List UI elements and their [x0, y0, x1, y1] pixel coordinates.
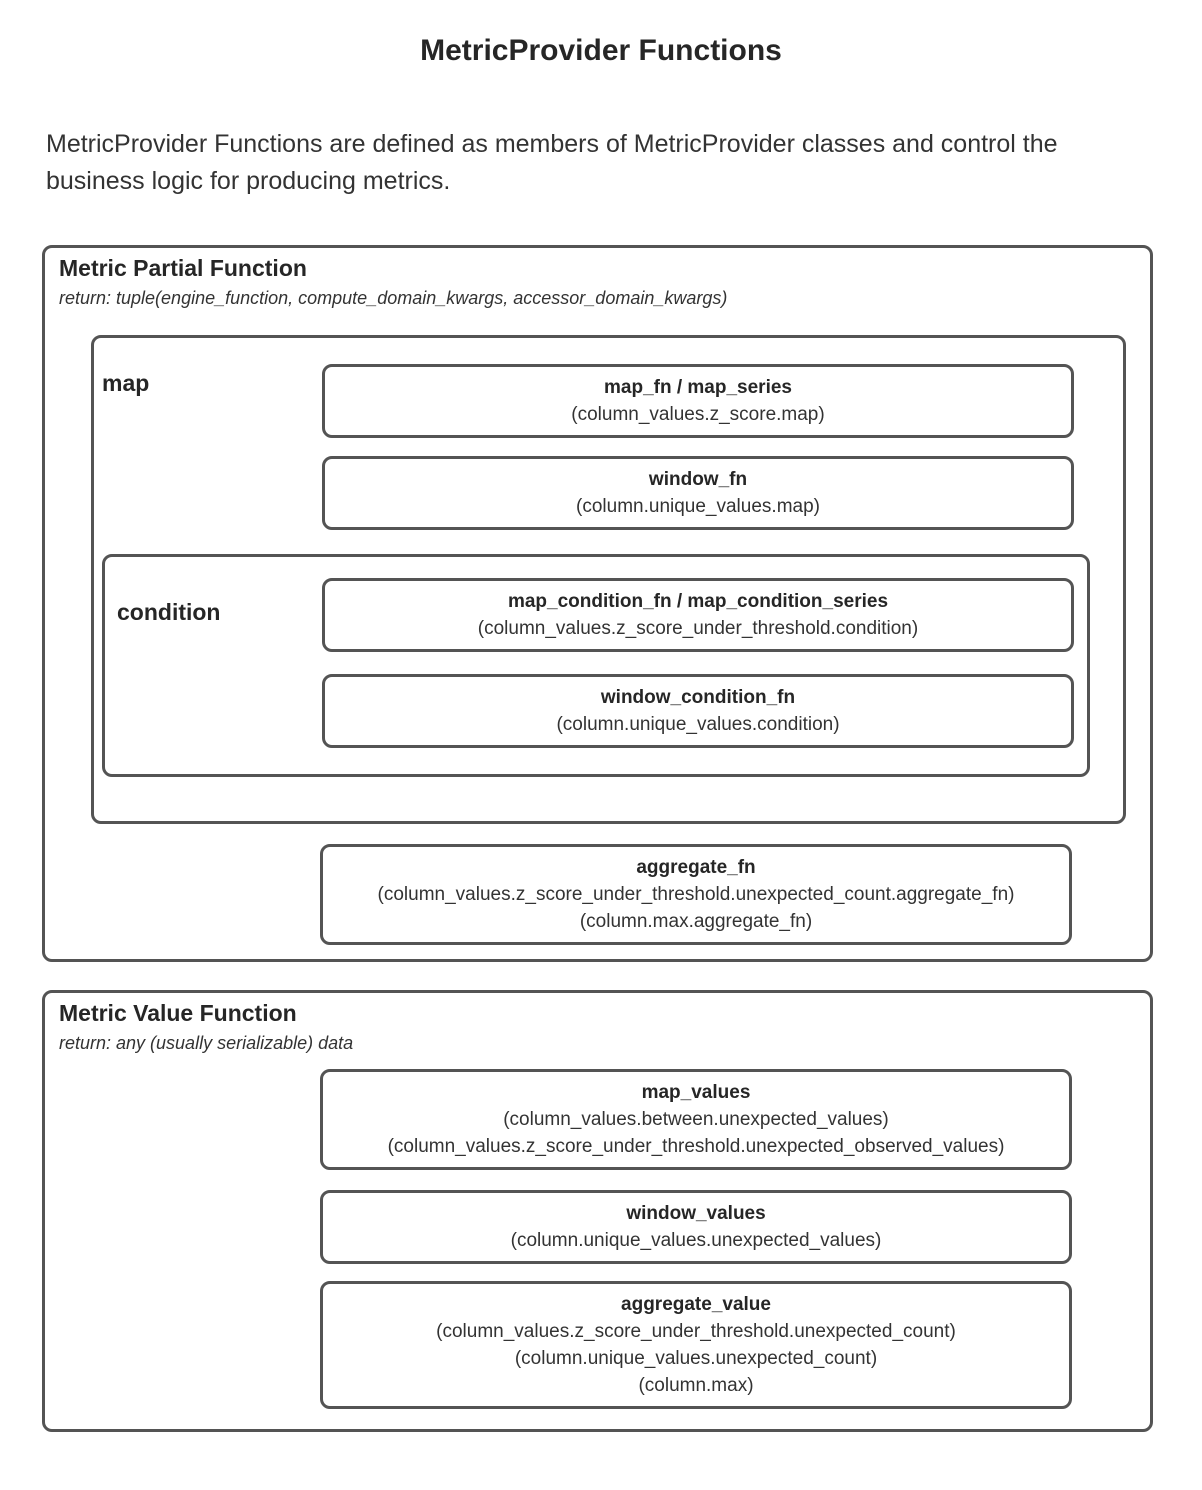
fn-box-metric-path: (column_values.z_score.map): [571, 404, 825, 425]
metric-partial-function-title: Metric Partial Function: [59, 255, 307, 281]
page-title: MetricProvider Functions: [420, 34, 782, 67]
fn-box-metric-path: (column_values.between.unexpected_values): [503, 1109, 889, 1130]
fn-box-window-condition-fn: [322, 674, 1074, 748]
fn-box-metric-path: (column.max): [638, 1375, 754, 1396]
fn-box-metric-path: (column_values.z_score_under_threshold.unexpected_observed_values): [387, 1136, 1005, 1157]
fn-box-metric-path: (column.unique_values.condition): [556, 714, 840, 735]
fn-box-title: aggregate_fn: [636, 857, 756, 878]
fn-box-title: window_fn: [648, 469, 748, 490]
condition-group-label: condition: [117, 599, 221, 625]
fn-box-metric-path: (column_values.z_score_under_threshold.unexpected_count.aggregate_fn): [377, 884, 1015, 905]
intro-text: MetricProvider Functions are defined as members of MetricProvider classes and control the business logic for producing metrics.: [46, 130, 1058, 195]
metric-value-function-title: Metric Value Function: [59, 1000, 297, 1026]
fn-box-metric-path: (column_values.z_score_under_threshold.condition): [477, 618, 919, 639]
fn-box-title: map_values: [641, 1082, 751, 1103]
fn-box-map-fn: [322, 364, 1074, 438]
metric-partial-function-box: [42, 245, 1153, 962]
map-group-box: [91, 335, 1126, 824]
fn-box-aggregate-fn: [320, 844, 1072, 945]
fn-box-title: window_values: [626, 1203, 766, 1224]
metric-value-function-return-type: return: any (usually serializable) data: [59, 1033, 354, 1053]
fn-box-title: window_condition_fn: [600, 687, 796, 708]
metric-value-function-box: [42, 990, 1153, 1432]
fn-box-aggregate-value: [320, 1281, 1072, 1409]
fn-box-window-fn: [322, 456, 1074, 530]
fn-box-metric-path: (column.unique_values.unexpected_values): [510, 1230, 882, 1251]
fn-box-metric-path: (column.unique_values.map): [576, 496, 820, 517]
fn-box-title: map_condition_fn / map_condition_series: [507, 591, 889, 612]
diagram-canvas: [0, 34, 1202, 1432]
condition-group-box: [102, 554, 1090, 777]
map-group-label: map: [102, 370, 150, 396]
fn-box-metric-path: (column_values.z_score_under_threshold.unexpected_count): [436, 1321, 956, 1342]
fn-box-map-condition-fn: [322, 578, 1074, 652]
fn-box-metric-path: (column.max.aggregate_fn): [579, 911, 813, 932]
fn-box-map-values: [320, 1069, 1072, 1170]
fn-box-metric-path: (column.unique_values.unexpected_count): [514, 1348, 878, 1369]
fn-box-window-values: [320, 1190, 1072, 1264]
metric-partial-function-return-type: return: tuple(engine_function, compute_domain_kwargs, accessor_domain_kwargs): [59, 288, 728, 308]
fn-box-title: map_fn / map_series: [604, 377, 792, 398]
fn-box-title: aggregate_value: [621, 1294, 771, 1315]
